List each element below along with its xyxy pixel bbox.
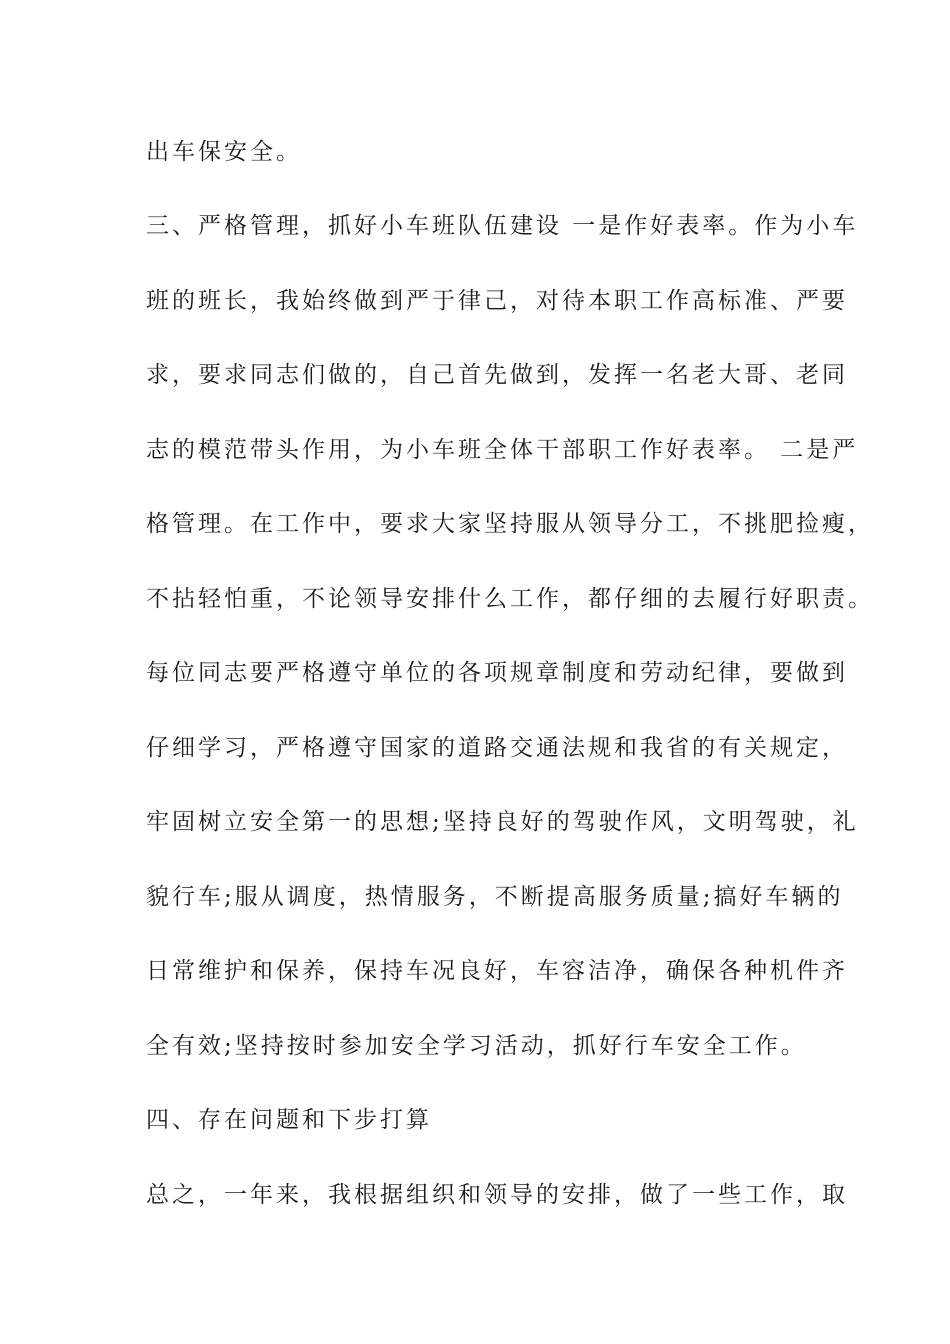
text-line: 每位同志要严格遵守单位的各项规章制度和劳动纪律，要做到 xyxy=(146,660,848,686)
text-line: 总之，一年来，我根据组织和领导的安排，做了一些工作，取 xyxy=(146,1182,848,1208)
text-line: 牢固树立安全第一的思想;坚持良好的驾驶作风，文明驾驶，礼 xyxy=(146,809,859,835)
text-line: 仔细学习，严格遵守国家的道路交通法规和我省的有关规定， xyxy=(146,735,848,761)
text-line: 全有效;坚持按时参加安全学习活动，抓好行车安全工作。 xyxy=(146,1033,807,1059)
text-line: 班的班长，我始终做到严于律己，对待本职工作高标准、严要 xyxy=(146,288,848,314)
section-heading-3-line: 三、严格管理，抓好小车班队伍建设 一是作好表率。作为小车 xyxy=(146,213,859,239)
text-line: 求，要求同志们做的，自己首先做到，发挥一名老大哥、老同 xyxy=(146,362,848,388)
text-line: 格管理。在工作中，要求大家坚持服从领导分工，不挑肥捡瘦， xyxy=(146,511,874,537)
text-line: 出车保安全。 xyxy=(146,139,302,165)
text-line: 志的模范带头作用，为小车班全体干部职工作好表率。 二是严 xyxy=(146,437,859,463)
text-line: 貌行车;服从调度，热情服务，不断提高服务质量;搞好车辆的 xyxy=(146,884,844,910)
text-line: 不拈轻怕重，不论领导安排什么工作，都仔细的去履行好职责。 xyxy=(146,586,874,612)
section-heading-4: 四、存在问题和下步打算 xyxy=(146,1107,432,1133)
text-line: 日常维护和保养，保持车况良好，车容洁净，确保各种机件齐 xyxy=(146,958,848,984)
